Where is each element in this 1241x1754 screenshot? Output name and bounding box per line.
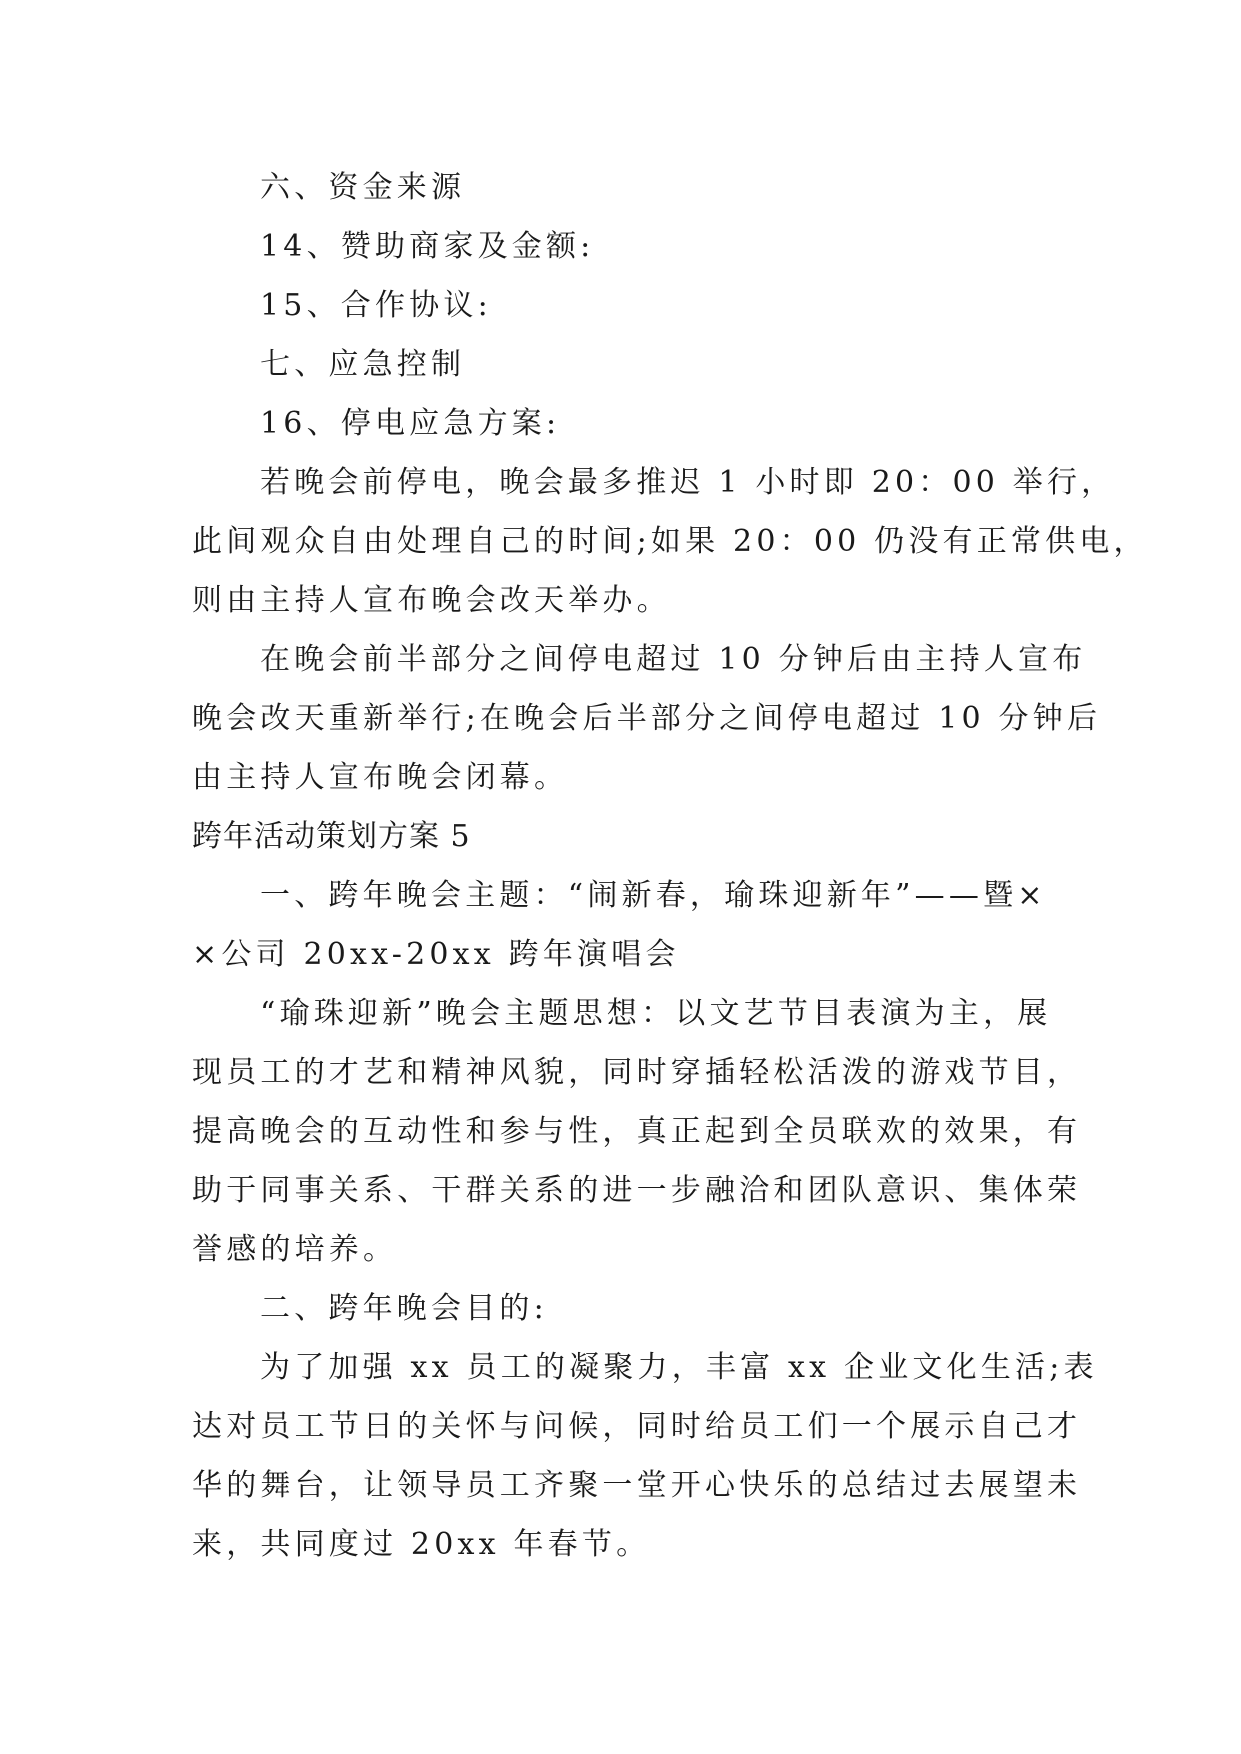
paragraph-line: 此间观众自由处理自己的时间;如果 20：00 仍没有正常供电， <box>192 524 1148 559</box>
paragraph-line: 若晚会前停电，晚会最多推迟 1 小时即 20：00 举行， <box>260 465 1116 500</box>
document-section-title: 跨年活动策划方案 5 <box>192 819 471 854</box>
paragraph-line: 在晚会前半部分之间停电超过 10 分钟后由主持人宣布 <box>260 642 1087 677</box>
paragraph-line: 助于同事关系、干群关系的进一步融洽和团队意识、集体荣 <box>192 1173 1082 1208</box>
paragraph-line: 由主持人宣布晚会闭幕。 <box>192 760 569 795</box>
paragraph-line: 来，共同度过 20xx 年春节。 <box>192 1527 651 1562</box>
item-agreement: 15、合作协议: <box>260 288 492 323</box>
section-heading-emergency: 七、应急控制 <box>260 347 466 382</box>
section-heading-theme: 一、跨年晚会主题：“闹新春，瑜珠迎新年”——暨× <box>260 878 1047 913</box>
paragraph-line: 为了加强 xx 员工的凝聚力，丰富 xx 企业文化生活;表 <box>260 1350 1098 1385</box>
paragraph-line: 达对员工节日的关怀与问候，同时给员工们一个展示自己才 <box>192 1409 1082 1444</box>
paragraph-line: 晚会改天重新举行;在晚会后半部分之间停电超过 10 分钟后 <box>192 701 1102 736</box>
paragraph-line: “瑜珠迎新”晚会主题思想：以文艺节目表演为主，展 <box>260 996 1052 1031</box>
item-power-outage-plan: 16、停电应急方案: <box>260 406 561 441</box>
paragraph-line: 现员工的才艺和精神风貌，同时穿插轻松活泼的游戏节目， <box>192 1055 1082 1090</box>
paragraph-line: 提高晚会的互动性和参与性，真正起到全员联欢的效果，有 <box>192 1114 1082 1149</box>
section-heading-funding: 六、资金来源 <box>260 170 466 205</box>
paragraph-line: 华的舞台，让领导员工齐聚一堂开心快乐的总结过去展望未 <box>192 1468 1082 1503</box>
document-body <box>192 158 1148 1574</box>
section-heading-purpose: 二、跨年晚会目的: <box>260 1291 548 1326</box>
item-sponsors: 14、赞助商家及金额: <box>260 229 595 264</box>
paragraph-line: 则由主持人宣布晚会改天举办。 <box>192 583 671 618</box>
paragraph-line: 誉感的培养。 <box>192 1232 398 1267</box>
paragraph-line: ×公司 20xx-20xx 跨年演唱会 <box>192 937 680 972</box>
